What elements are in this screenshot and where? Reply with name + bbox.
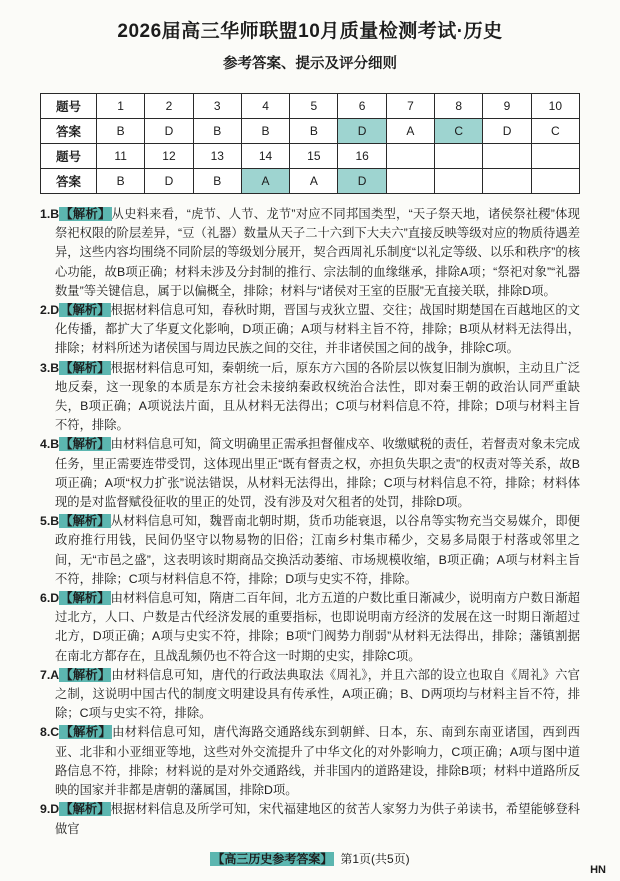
answer-letter: C bbox=[50, 725, 60, 740]
table-cell: 10 bbox=[531, 94, 579, 119]
table-cell bbox=[386, 144, 434, 169]
answer-letter: B bbox=[50, 437, 60, 452]
table-cell: A bbox=[386, 119, 434, 144]
page-footer bbox=[0, 850, 620, 867]
table-cell: 8 bbox=[435, 94, 483, 119]
explanation-text: 由材料信息可知，唐代海路交通路线东到朝鲜、日本，东、南到东南亚诸国，西到西亚、北非和小亚细亚等地，这些对外交流提升了中华文化的对外影响力，C项正确；A项与图中道路信息不符，排除；材料说的是对外交通路线，并非国内的道路建设，排除B项；材料中道路所反映的国家并非都是唐朝的藩属国，排除D项。 bbox=[55, 725, 580, 798]
answer-letter: D bbox=[50, 802, 60, 817]
table-row-answers-1 bbox=[41, 119, 580, 144]
table-cell: 12 bbox=[145, 144, 193, 169]
explanation-item-1 bbox=[40, 205, 580, 301]
table-row-answers-2 bbox=[41, 169, 580, 194]
table-cell bbox=[386, 169, 434, 194]
analysis-tag: 【解析】 bbox=[60, 514, 110, 529]
paper-code: HN bbox=[590, 864, 606, 876]
answer-letter: A bbox=[50, 667, 60, 682]
footer-doc-label: 【高三历史参考答案】 bbox=[212, 852, 333, 866]
table-cell bbox=[435, 169, 483, 194]
row-header: 题号 bbox=[41, 94, 97, 119]
answer-letter: D bbox=[50, 303, 60, 318]
page-title: 2026届高三华师联盟10月质量检测考试·历史 bbox=[117, 21, 503, 42]
analysis-tag: 【解析】 bbox=[60, 725, 112, 740]
answer-table bbox=[40, 93, 580, 194]
table-cell: D bbox=[145, 119, 193, 144]
analysis-tag: 【解析】 bbox=[60, 207, 111, 221]
table-cell: A bbox=[241, 169, 289, 194]
table-cell: 6 bbox=[338, 94, 386, 119]
answer-letter: D bbox=[50, 591, 60, 606]
analysis-tag: 【解析】 bbox=[60, 802, 110, 817]
answer-letter: B bbox=[50, 360, 60, 375]
table-cell: B bbox=[193, 119, 241, 144]
explanation-text: 从材料信息可知，魏晋南北朝时期，货币功能衰退，以谷帛等实物充当交易媒介，即便政府推行用钱，民间仍坚守以物易物的旧俗；江南乡村集市稀少，交易多局限于村落或邻里之间，无“市邑之盛”，这表明该时期商品交换活动萎缩、市场规模收缩，B项正确；A项与材料主旨不符，排除；C项与材料信息不符，排除；D项与史实不符，排除。 bbox=[55, 514, 580, 586]
table-cell: 15 bbox=[290, 144, 338, 169]
table-cell: C bbox=[435, 119, 483, 144]
table-cell: 2 bbox=[145, 94, 193, 119]
explanation-item-5 bbox=[40, 512, 580, 589]
explanation-text: 从史料来看，“虎节、人节、龙节”对应不同邦国类型，“天子祭天地，诸侯祭社稷”体现祭祀权限的阶层差异，“豆（礼器）数量从天子二十六到下大夫六”直接反映等级对应的物质待遇差异，这些内容均围绕不同阶层的等级划分展开，契合西周礼乐制度“以礼定等级、以乐和秩序”的核心功能，故B项正确；材料未涉及分封制的推行、宗法制的血缘继承，排除A项；“祭祀对象”“礼器数量”等关键信息，属于以偏概全，排除；材料与“诸侯对王室的臣服”无直接关联，排除D项。 bbox=[55, 207, 580, 298]
answer-letter: B bbox=[50, 207, 60, 221]
explanation-item-4 bbox=[40, 435, 580, 512]
question-number: 8. bbox=[40, 725, 51, 740]
table-cell: 5 bbox=[290, 94, 338, 119]
question-number: 1. bbox=[40, 207, 51, 221]
table-cell: B bbox=[241, 119, 289, 144]
question-number: 7. bbox=[40, 667, 51, 682]
table-cell: D bbox=[338, 119, 386, 144]
table-cell: 16 bbox=[338, 144, 386, 169]
table-cell: D bbox=[145, 169, 193, 194]
table-cell: C bbox=[531, 119, 579, 144]
row-header: 题号 bbox=[41, 144, 97, 169]
analysis-tag: 【解析】 bbox=[60, 667, 111, 682]
explanation-item-2 bbox=[40, 301, 580, 359]
table-cell bbox=[483, 169, 531, 194]
footer-page-number: 第1页(共5页) bbox=[340, 852, 410, 866]
table-cell bbox=[531, 169, 579, 194]
explanation-text: 根据材料信息可知，春秋时期，晋国与戎狄立盟、交往；战国时期楚国在百越地区的文化传播，都扩大了华夏文化影响，D项正确；A项与材料主旨不符，排除；B项从材料无法得出，排除；材料所述为诸侯国与周边民族之间的交往，并非诸侯国之间的战争，排除C项。 bbox=[55, 303, 580, 356]
explanation-text: 由材料信息可知，唐代的行政法典取法《周礼》，并且六部的设立也取自《周礼》六官之制，这说明中国古代的制度文明建设具有传承性，A项正确；B、D两项均与材料主旨不符，排除；C项与史实不符，排除。 bbox=[55, 667, 580, 721]
row-header: 答案 bbox=[41, 169, 97, 194]
table-cell: B bbox=[97, 169, 145, 194]
table-cell bbox=[531, 144, 579, 169]
question-number: 2. bbox=[40, 303, 51, 318]
question-number: 4. bbox=[40, 437, 51, 452]
question-number: 3. bbox=[40, 360, 51, 375]
table-row-question-numbers-2 bbox=[41, 144, 580, 169]
table-cell bbox=[435, 144, 483, 169]
table-cell: A bbox=[290, 169, 338, 194]
table-cell: 13 bbox=[193, 144, 241, 169]
explanation-item-6 bbox=[40, 589, 580, 666]
explanation-text: 根据材料信息及所学可知，宋代福建地区的贫苦人家努力为供子弟读书，希望能够登科做官 bbox=[55, 802, 580, 836]
analysis-tag: 【解析】 bbox=[60, 360, 110, 375]
question-number: 6. bbox=[40, 591, 51, 606]
explanation-text: 根据材料信息可知，秦朝统一后，原东方六国的各阶层以恢复旧制为旗帜，主动且广泛地反秦，这一现象的本质是东方社会未接纳秦政权统治合法性，即对秦王朝的政治认同严重缺失，B项正确；A项说法片面，且从材料无法得出；C项与材料信息不符，排除；D项与材料主旨不符，排除。 bbox=[55, 360, 580, 433]
explanation-item-3 bbox=[40, 359, 580, 436]
row-header: 答案 bbox=[41, 119, 97, 144]
table-cell: B bbox=[193, 169, 241, 194]
explanation-text: 由材料信息可知，简文明确里正需承担督催戍卒、收缴赋税的责任，若督责对象未完成任务，里正需要连带受罚，这体现出里正“既有督责之权，亦担负失职之责”的权责对等关系，故B项正确；A项“权力扩张”说法错误，从材料无法得出，排除；C项与材料信息不符，排除；材料体现的是对监督赋役征收的里正的处罚，没有涉及对欠租者的处罚，排除D项。 bbox=[55, 437, 580, 510]
table-cell: 11 bbox=[97, 144, 145, 169]
explanation-text: 由材料信息可知，隋唐二百年间，北方五道的户数比重日渐减少，说明南方户数日渐超过北方，人口、户数是古代经济发展的重要指标，也即说明南方经济的发展在这一时期日渐超过北方，D项正确；A项与史实不符，排除；B项“门阀势力削弱”从材料无法得出，排除；藩镇割据在南北方都存在，且战乱频仍也不符合这一时期的史实，排除C项。 bbox=[55, 591, 580, 663]
analysis-tag: 【解析】 bbox=[60, 437, 110, 452]
explanation-item-9 bbox=[40, 800, 580, 838]
table-row-question-numbers-1 bbox=[41, 94, 580, 119]
table-cell bbox=[483, 144, 531, 169]
page-subtitle: 参考答案、提示及评分细则 bbox=[223, 56, 397, 72]
explanations-section bbox=[40, 205, 580, 839]
table-cell: D bbox=[483, 119, 531, 144]
table-cell: 1 bbox=[97, 94, 145, 119]
page-header bbox=[40, 16, 580, 73]
table-cell: D bbox=[338, 169, 386, 194]
analysis-tag: 【解析】 bbox=[60, 591, 110, 606]
explanation-item-7 bbox=[40, 666, 580, 724]
table-cell: 3 bbox=[193, 94, 241, 119]
analysis-tag: 【解析】 bbox=[60, 303, 110, 318]
table-cell: 4 bbox=[241, 94, 289, 119]
question-number: 9. bbox=[40, 802, 51, 817]
explanation-item-8 bbox=[40, 723, 580, 800]
answer-letter: B bbox=[50, 514, 60, 529]
table-cell: 7 bbox=[386, 94, 434, 119]
table-cell: 14 bbox=[241, 144, 289, 169]
table-cell: 9 bbox=[483, 94, 531, 119]
question-number: 5. bbox=[40, 514, 51, 529]
table-cell: B bbox=[290, 119, 338, 144]
table-cell: B bbox=[97, 119, 145, 144]
